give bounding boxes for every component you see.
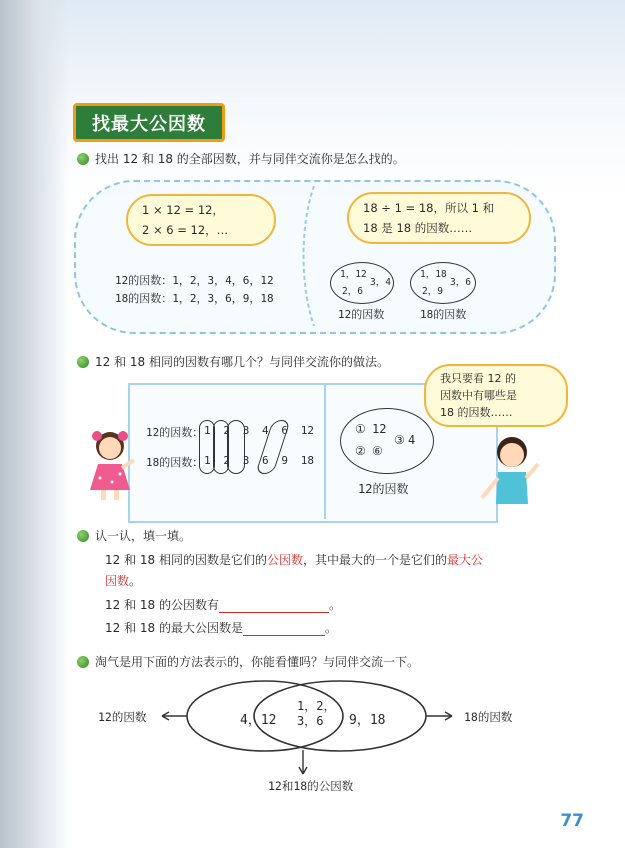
match-loop-3 [227,420,245,474]
question-4-text: 淘气是用下面的方法表示的，你能看懂吗？与同伴交流一下。 [95,655,420,669]
boy-bubble-line-2: 因数中有哪些是 [440,389,517,402]
row12-value: 4 [262,424,269,437]
fill-2-prompt: 12 和 18 的最大公因数是 [105,621,243,635]
fill-1-end: 。 [328,598,341,612]
panel-divider [300,186,320,326]
factors-of-12-list: 12的因数：1，2，3，4，6，12 [115,274,274,287]
section-title: 找最大公因数 [73,103,225,142]
definition-part-1: 12 和 18 相同的因数是它们的 [105,553,267,567]
girl-illustration [86,428,138,504]
page-number: 77 [560,811,584,831]
pairs-12-label: 12的因数 [338,308,385,321]
row18-value: 18 [300,454,314,467]
venn-common-bottom: 3，6 [297,714,324,728]
definition-part-2: ，其中最大的一个是它们的 [303,553,448,567]
factors-of-18-list: 18的因数：1，2，3，6，9，18 [115,292,274,305]
question-2 [77,353,389,370]
definition-text [105,550,557,592]
green-bullet-icon [77,356,89,368]
boy-circle-3: ③ [394,433,405,447]
venn-18-ellipse [254,681,426,751]
bubble-left-line-2: 2 × 6 = 12，… [142,223,229,237]
green-bullet-icon [77,153,89,165]
definition-end: 。 [129,574,142,588]
pair-12-a: 1，12 [340,269,367,280]
venn-bottom-label: 12和18的公因数 [268,779,354,793]
boy-bubble-line-3: 18 的因数…… [440,406,513,419]
pair-12-b: 3，4 [370,277,391,288]
green-bullet-icon [77,656,89,668]
fill-1-prompt: 12 和 18 的公因数有 [105,598,219,612]
page-edge-shade [0,0,70,848]
boy-thought-bubble [424,364,568,427]
venn-only-12: 4，12 [240,713,277,728]
boy-illustration [478,432,544,508]
fill-line-1 [105,596,341,613]
pair-12-c: 2，6 [342,286,363,297]
fill-1-blank[interactable] [219,598,329,613]
fill-line-2 [105,619,337,636]
row12-value: 6 [281,424,288,437]
row18-value: 3 [242,454,250,467]
term-gcf-part-1: 最大公 [447,553,484,567]
boy-circle-1: ① [355,422,366,436]
term-common-factor: 公因数 [266,553,303,567]
boy-factor-circle [340,408,434,474]
fill-2-blank[interactable] [243,621,325,636]
row12-value: 1 [204,424,211,437]
row18-value: 1 [204,454,211,467]
boy-bubble-line-1: 我只要看 12 的 [440,372,516,385]
pair-18-c: 2，9 [422,286,443,297]
green-bullet-icon [77,530,89,542]
row18-value: 2 [223,454,230,467]
boy-circle-2: ② [355,444,366,458]
question-1-text: 找出 12 和 18 的全部因数，并与同伴交流你是怎么找的。 [95,152,405,166]
venn-only-18: 9，18 [349,713,386,728]
row12-value: 2 [223,424,230,437]
term-gcf-part-2: 因数 [105,574,130,588]
boy-circle-6: ⑥ [372,444,383,458]
question-3 [77,527,191,544]
thought-bubble-right [347,192,531,244]
row18-value: 9 [281,454,288,467]
pairs-18-label: 18的因数 [420,308,467,321]
pair-18-b: 3，6 [450,277,471,288]
boy-circle-caption: 12的因数 [358,482,409,496]
question-3-text: 认一认，填一填。 [95,529,192,543]
row-12-label: 12的因数： [146,426,204,439]
boy-circle-12: 12 [372,422,387,436]
venn-common-top: 1，2， [297,699,336,713]
row18-value: 6 [262,454,269,467]
venn-left-label: 12的因数 [98,710,147,724]
thought-bubble-left [126,194,276,246]
pair-18-a: 1，18 [420,269,447,280]
row12-value: 3 [242,424,250,437]
question-2-text: 12 和 18 相同的因数有哪几个？与同伴交流你的做法。 [95,355,389,369]
boy-circle-4: 4 [408,433,416,447]
bubble-left-line-1: 1 × 12 = 12， [142,203,224,217]
row12-value: 12 [300,424,314,437]
question-1 [77,150,405,167]
bubble-right-line-1: 18 ÷ 1 = 18，所以 1 和 [363,201,495,215]
venn-right-label: 18的因数 [464,710,513,724]
question-4 [77,653,419,670]
bubble-right-line-2: 18 是 18 的因数…… [363,221,473,235]
fill-2-end: 。 [324,621,337,635]
row-18-label: 18的因数： [146,456,204,469]
panel-2-divider [324,383,326,519]
